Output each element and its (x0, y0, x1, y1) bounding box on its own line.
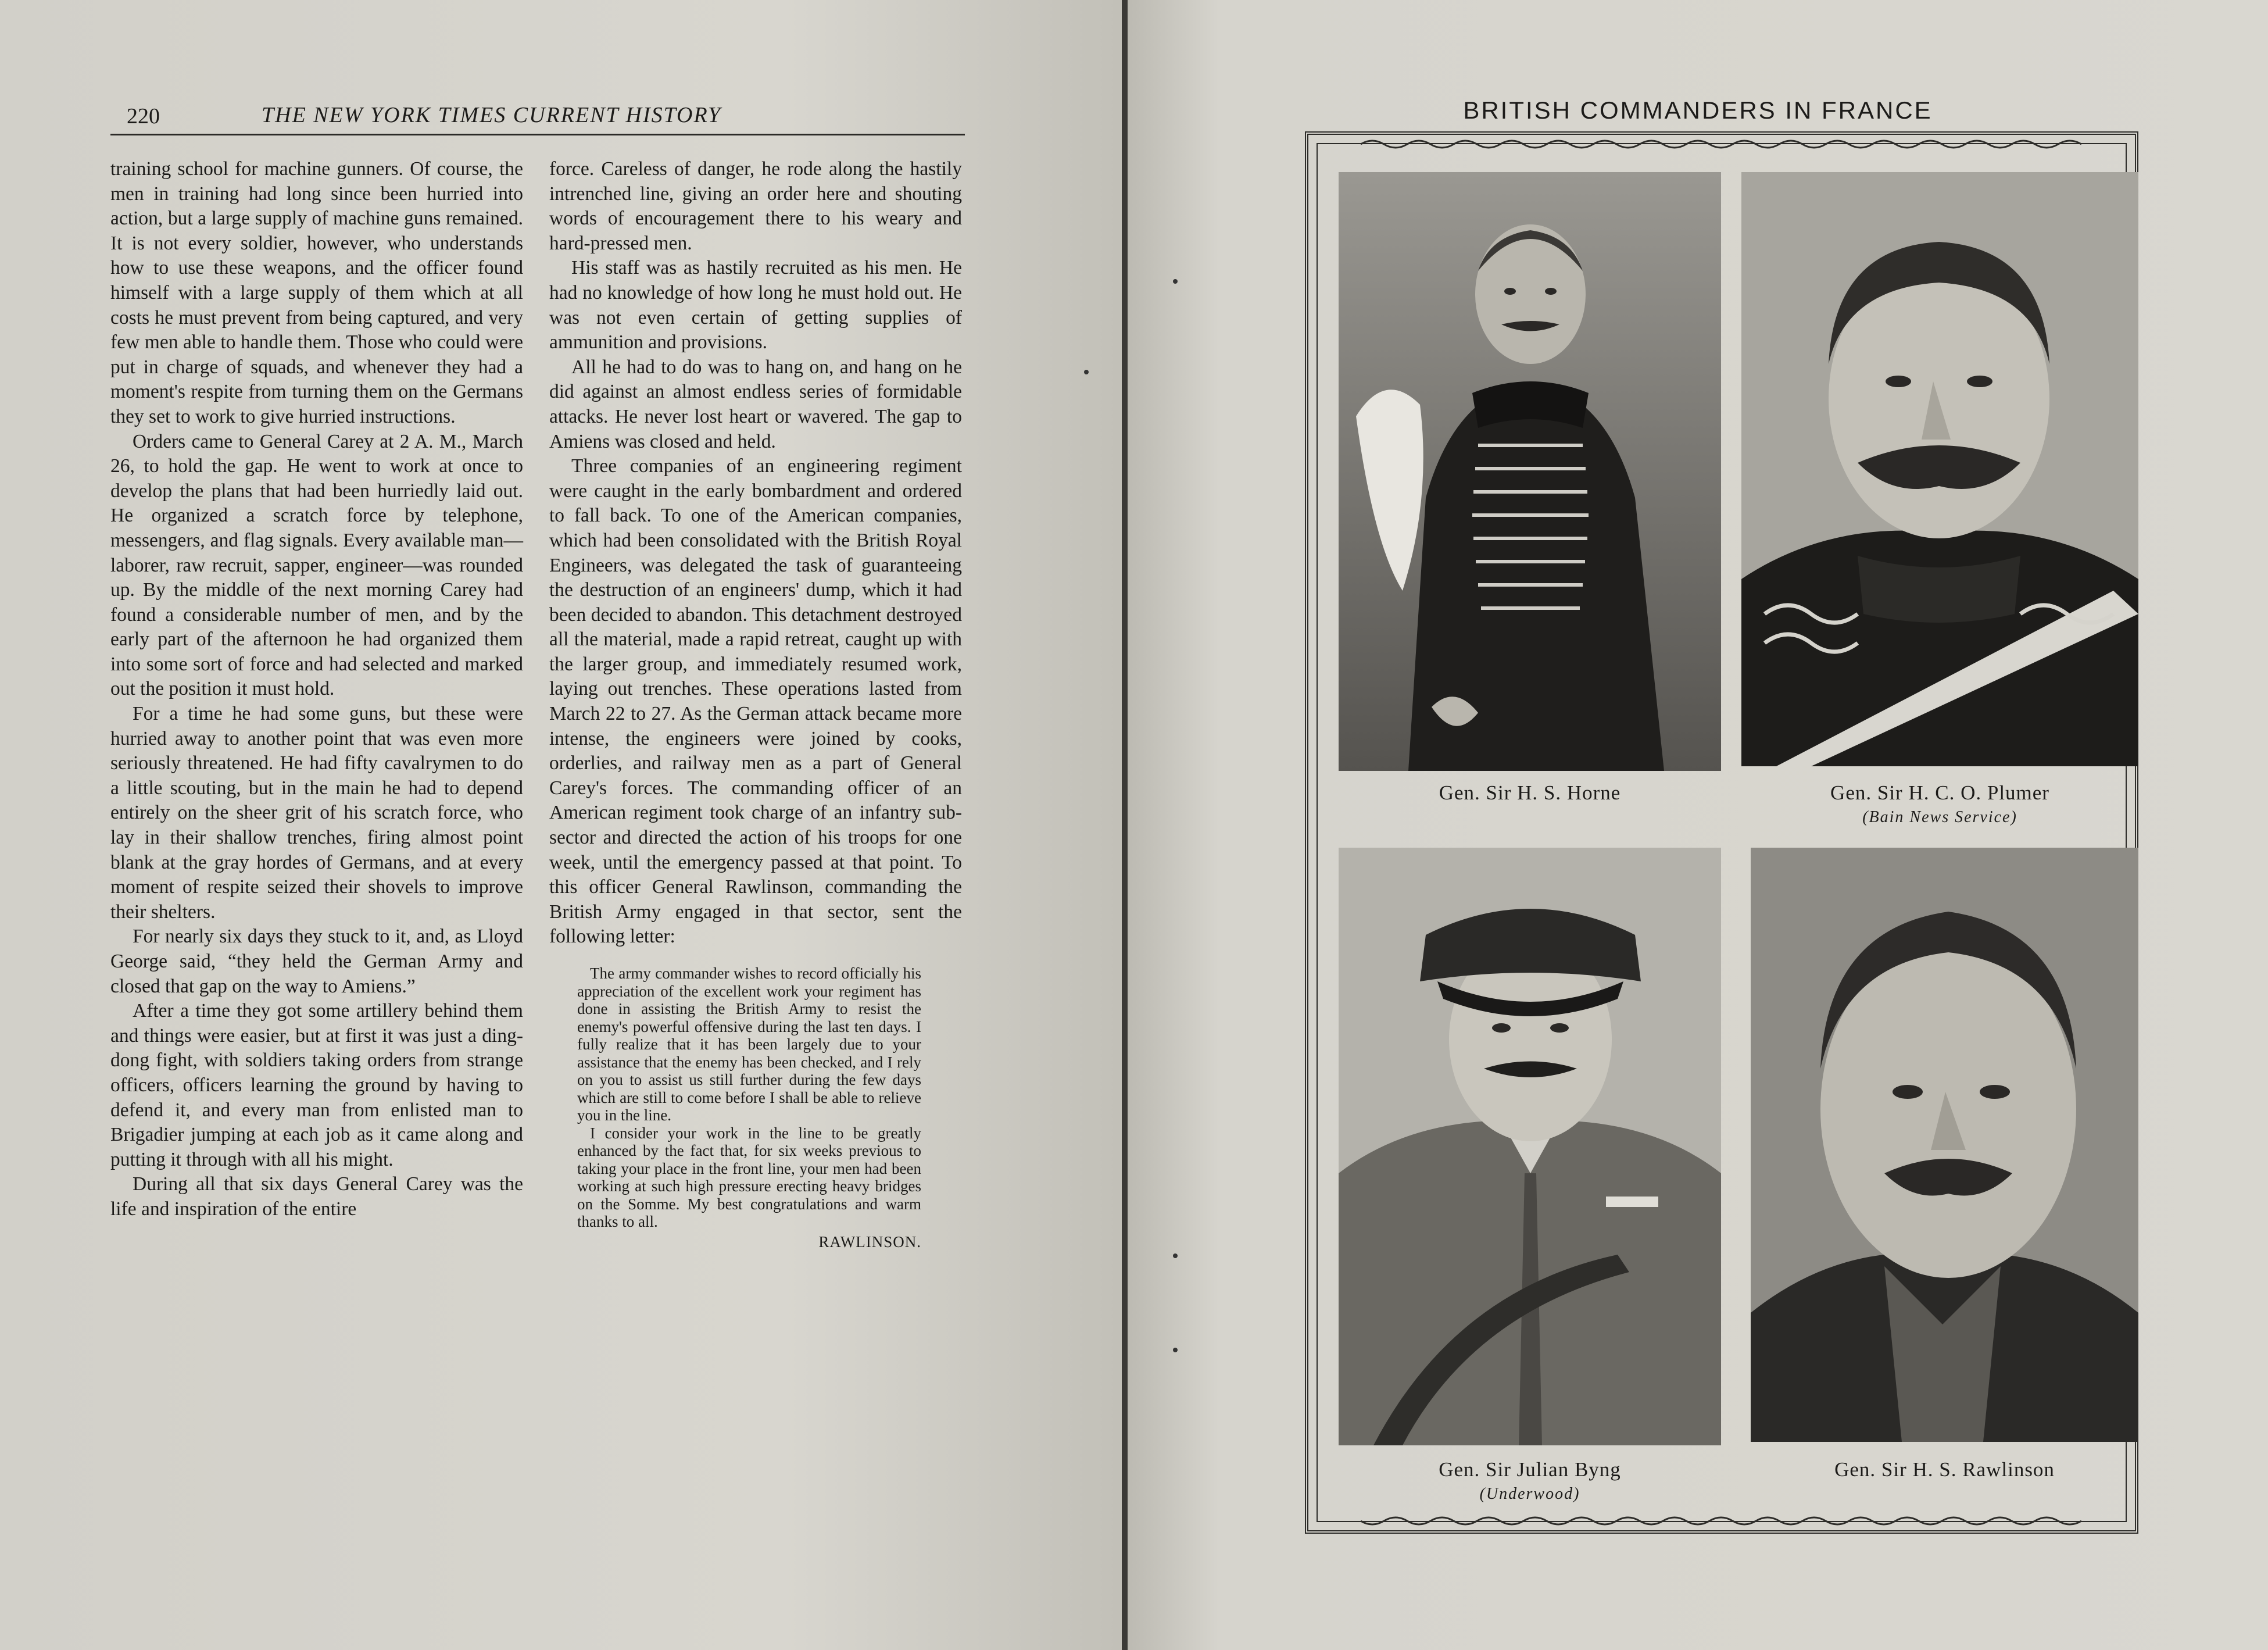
left-page (0, 0, 1122, 1650)
print-speck (1084, 370, 1089, 374)
paragraph: Three companies of an engineering regiment were caught in the early bombardment and ordered to fall back. To one of the American companies, which had been consolidated with the British Royal Engineers, was delegated the task of guaranteeing the destruction of an engineers' dump, which it had been decided to abandon. This detachment destroyed all the material, made a rapid retreat, caught up with the larger group, and immediately resumed work, laying out trenches. These operations lasted from March 22 to 27. As the German attack became more intense, the engineers were joined by cooks, orderlies, and railway men as a part of General Carey's forces. The commanding officer of an American regiment took charge of an infantry sub-sector and directed the action of his troops for one week, until the emergency passed at that point. To this officer General Rawlinson, commanding the British Army engaged in that sector, sent the following letter: (549, 455, 962, 948)
header-rule (110, 134, 965, 135)
caption-text: Gen. Sir H. S. Horne (1439, 781, 1621, 804)
caption-rawlinson (1751, 1458, 2138, 1481)
paragraph: All he had to do was to hang on, and hang on he did against an almost endless series of formidable attacks. He never lost heart or wavered. The gap to Amiens was closed and held. (549, 356, 962, 452)
scroll-ornament-bottom (1361, 1514, 2081, 1528)
letter-paragraph: I consider your work in the line to be greatly enhanced by the fact that, for six weeks previous to taking your place in the front line, your men had been working at such high pressure erecting heavy bridges on the Somme. My best congratulations and warm thanks to all. (577, 1124, 921, 1230)
portrait-horne (1339, 172, 1721, 771)
letter-signature: RAWLINSON. (818, 1233, 921, 1251)
book-gutter (1122, 0, 1128, 1650)
caption-plumer (1741, 781, 2138, 827)
quoted-letter (577, 965, 921, 1251)
letter-paragraph: The army commander wishes to record officially his appreciation of the excellent work your regiment has done in assisting the British Army to resist the enemy's powerful offensive during the last ten days. I fully realize that it has been largely due to your assistance that the enemy has been checked, and I rely on you to assist us still further during the few days which are still to come before I shall be able to relieve you in the line. (577, 965, 921, 1124)
paragraph: force. Careless of danger, he rode along the hastily intrenched line, giving an order here and shouting words of encouragement there to his weary and hard-pressed men. (549, 158, 962, 254)
caption-text: Gen. Sir H. C. O. Plumer (1830, 781, 2049, 804)
text-column-2 (549, 157, 962, 1251)
print-speck (1173, 279, 1178, 284)
scroll-ornament-top (1361, 137, 2081, 151)
portrait-rawlinson (1751, 848, 2138, 1442)
running-title: THE NEW YORK TIMES CURRENT HISTORY (262, 103, 722, 127)
paragraph: After a time they got some artillery behind them and things were easier, but at first it was just a ding-dong fight, with soldiers taking orders from strange officers, officers learning the ground by having to defend it, and every man from enlisted man to Brigadier jumping at each job as it came along and putting it through with all his might. (110, 1000, 523, 1170)
caption-horne (1339, 781, 1721, 805)
paragraph: For nearly six days they stuck to it, and, as Lloyd George said, “they held the German Army and closed that gap on the way to Amiens.” (110, 926, 523, 997)
portrait-byng (1339, 848, 1721, 1445)
portrait-plumer (1741, 172, 2138, 766)
caption-text: Gen. Sir Julian Byng (1439, 1458, 1621, 1481)
paragraph: His staff was as hastily recruited as his men. He had no knowledge of how long he must hold out. He was not even certain of getting supplies of ammunition and provisions. (549, 257, 962, 353)
running-head (110, 100, 965, 135)
paragraph: training school for machine gunners. Of course, the men in training had long since been hurried into action, but a large supply of machine guns remained. It is not every soldier, however, who understands how to use these weapons, and the officer found himself with a large supply of them which at all costs he must prevent from being captured, and very few men able to handle them. Those who could were put in charge of squads, and whenever they had a moment's respite from turning them on the Germans they set to work to give hurried instructions. (110, 158, 523, 427)
page-number: 220 (127, 104, 160, 128)
caption-text: Gen. Sir H. S. Rawlinson (1834, 1458, 2055, 1481)
print-speck (1173, 1348, 1178, 1352)
caption-byng (1339, 1458, 1721, 1503)
photo-credit: (Bain News Service) (1862, 808, 2017, 826)
paragraph: During all that six days General Carey was the life and inspiration of the entire (110, 1173, 523, 1220)
plate-title: BRITISH COMMANDERS IN FRANCE (1463, 97, 1933, 124)
text-column-1 (110, 157, 523, 1222)
paragraph: For a time he had some guns, but these were hurried away to another point that was even more seriously threatened. He had fifty cavalrymen to do a little scouting, but in the main he had to depend entirely on the sheer grit of his scratch force, who lay in their shallow trenches, firing almost point blank at the gray hordes of Germans, and at every moment of respite seized their shovels to improve their shelters. (110, 703, 523, 923)
paragraph: Orders came to General Carey at 2 A. M., March 26, to hold the gap. He went to work at once to develop the plans that had been hurriedly laid out. He organized a scratch force by telephone, messengers, and flag signals. Every available man—laborer, raw recruit, sapper, engineer—was rounded up. By the middle of the next morning Carey had found a considerable number of men, and by the early part of the afternoon he had organized them into some sort of force and had selected and marked out the position it must hold. (110, 430, 523, 700)
print-speck (1173, 1253, 1178, 1258)
photo-credit: (Underwood) (1479, 1485, 1580, 1503)
